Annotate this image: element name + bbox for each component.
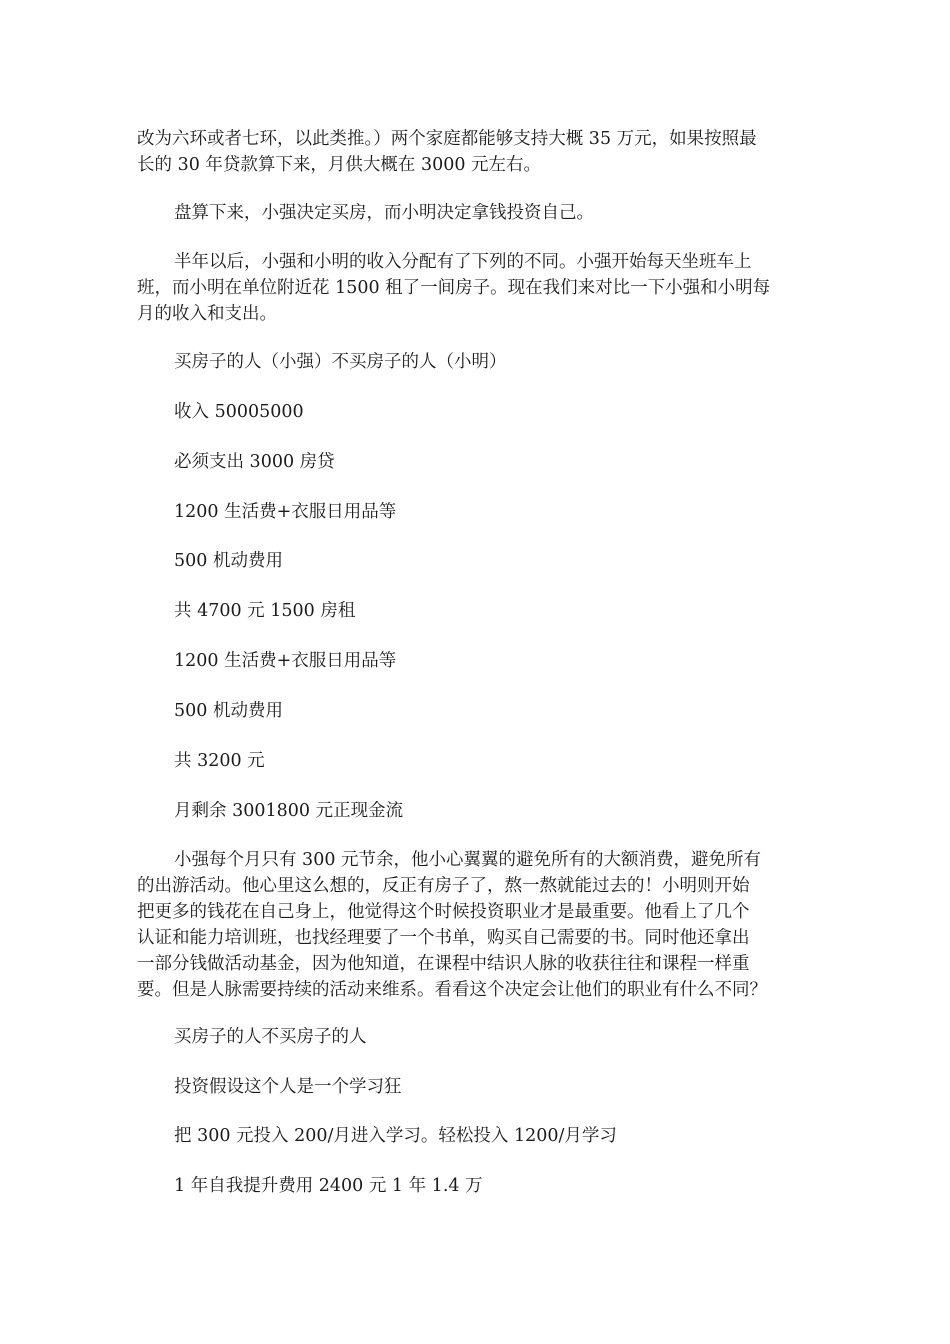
paragraph (137, 126, 819, 178)
text-line: 认证和能力培训班，也找经理要了一个书单，购买自己需要的书。同时他还拿出 (137, 928, 750, 948)
paragraph (137, 648, 819, 674)
paragraph (137, 249, 819, 327)
paragraph (137, 548, 819, 574)
paragraph (137, 200, 819, 226)
paragraph (137, 1173, 819, 1199)
paragraph (137, 798, 819, 824)
paragraph (137, 1074, 819, 1100)
text-line: 1200 生活费+衣服日用品等 (174, 502, 397, 522)
text-line: 买房子的人不买房子的人 (174, 1027, 367, 1047)
text-line: 改为六环或者七环，以此类推。）两个家庭都能够支持大概 35 万元，如果按照最 (137, 129, 757, 149)
text-line: 长的 30 年贷款算下来，月供大概在 3000 元左右。 (137, 155, 542, 175)
text-line: 把更多的钱花在自己身上，他觉得这个时候投资职业才是最重要。他看上了几个 (137, 902, 750, 922)
text-line: 投资假设这个人是一个学习狂 (174, 1077, 402, 1097)
paragraph (137, 748, 819, 774)
paragraph (137, 449, 819, 475)
text-line: 1200 生活费+衣服日用品等 (174, 651, 397, 671)
text-line: 共 3200 元 (174, 751, 265, 771)
text-line: 500 机动费用 (174, 551, 283, 571)
paragraph (137, 598, 819, 624)
text-line: 买房子的人（小强）不买房子的人（小明） (174, 352, 507, 372)
text-line: 月的收入和支出。 (137, 304, 277, 324)
paragraph (137, 847, 819, 1003)
text-line: 必须支出 3000 房贷 (174, 452, 335, 472)
paragraph (137, 698, 819, 724)
text-line: 盘算下来，小强决定买房，而小明决定拿钱投资自己。 (174, 203, 594, 223)
paragraph (137, 1123, 819, 1149)
text-line: 500 机动费用 (174, 701, 283, 721)
text-line: 共 4700 元 1500 房租 (174, 601, 356, 621)
paragraph (137, 1024, 819, 1050)
text-line: 1 年自我提升费用 2400 元 1 年 1.4 万 (174, 1176, 483, 1196)
text-line: 月剩余 3001800 元正现金流 (174, 801, 404, 821)
text-line: 收入 50005000 (174, 402, 304, 422)
text-line: 要。但是人脉需要持续的活动来维系。看看这个决定会让他们的职业有什么不同？ (137, 980, 767, 1000)
text-line: 把 300 元投入 200/月进入学习。轻松投入 1200/月学习 (174, 1126, 617, 1146)
text-line: 半年以后，小强和小明的收入分配有了下列的不同。小强开始每天坐班车上 (174, 252, 752, 272)
document-page (137, 0, 819, 1344)
text-line: 的出游活动。他心里这么想的，反正有房子了，熬一熬就能过去的！小明则开始 (137, 876, 750, 896)
paragraph (137, 349, 819, 375)
paragraph (137, 399, 819, 425)
text-line: 一部分钱做活动基金，因为他知道，在课程中结识人脉的收获往往和课程一样重 (137, 954, 750, 974)
text-line: 班，而小明在单位附近花 1500 租了一间房子。现在我们来对比一下小强和小明每 (137, 278, 771, 298)
paragraph (137, 499, 819, 525)
text-line: 小强每个月只有 300 元节余，他小心翼翼的避免所有的大额消费，避免所有 (174, 850, 762, 870)
